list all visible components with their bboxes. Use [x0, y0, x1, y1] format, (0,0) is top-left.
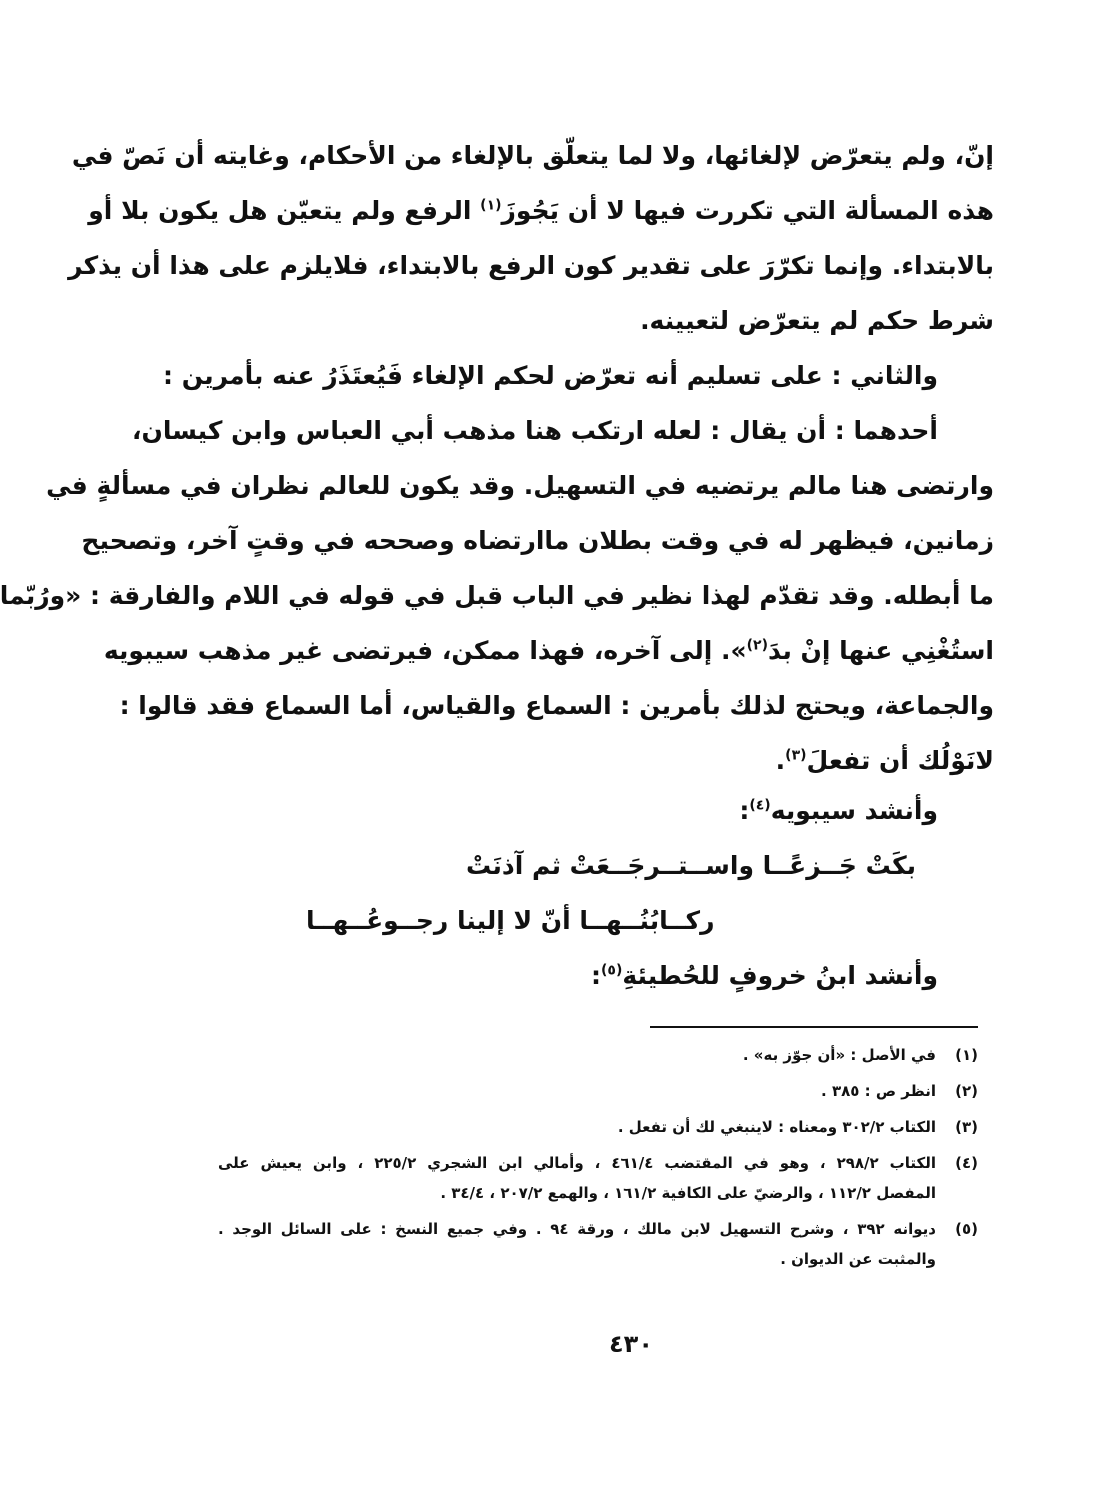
footnote-text	[218, 1040, 936, 1070]
verse-intro-sibawayh	[739, 783, 938, 838]
verse-intro-ibn-kharuf-text: وأنشد ابنُ خروفٍ للحُطيئةِ	[622, 961, 938, 990]
footnote-4	[218, 1148, 978, 1208]
footnote-2	[218, 1076, 978, 1106]
text-line-12	[262, 733, 994, 788]
text-line-7: وارتضى هنا مالم يرتضيه في التسهيل. وقد يكون للعالم نظران في مسألةٍ في	[46, 471, 994, 500]
text-line-2-start: هذه المسألة التي تكررت فيها لا أن يَجُوزَ	[501, 196, 994, 225]
footnote-number: (١)	[955, 1046, 978, 1064]
footnote-line: الكتاب ٣٠٢/٢ ومعناه : لاينبغي لك أن تفعل .	[617, 1118, 936, 1136]
footnote-separator	[650, 1026, 978, 1028]
footnote-ref-4[interactable]: (٤)	[749, 797, 771, 814]
verse-intro-ibn-kharuf-colon: :	[591, 961, 602, 990]
text-line-2	[88, 183, 994, 238]
text-line-12-end: .	[775, 746, 786, 775]
text-line-11: والجماعة، ويحتج لذلك بأمرين : السماع والقياس، أما السماع فقد قالوا :	[119, 691, 994, 720]
footnote-text	[218, 1112, 936, 1142]
footnote-line: المفصل ١١٢/٢ ، والرضيّ على الكافية ١٦١/٢ ، والهمع ٢٠٧/٢ ، ٣٤/٤ .	[440, 1184, 936, 1202]
footnote-number: (٤)	[955, 1154, 978, 1172]
footnote-text	[218, 1076, 936, 1106]
footnote-text	[218, 1214, 936, 1274]
text-line-10-start: استُغْنِي عنها إنْ بدَ	[768, 636, 994, 665]
text-line-6: أحدهما : أن يقال : لعله ارتكب هنا مذهب أبي العباس وابن كيسان،	[132, 416, 938, 445]
text-line-9: ما أبطله. وقد تقدّم لهذا نظير في الباب قبل في قوله في اللام والفارقة : «ورُبّما	[0, 581, 994, 610]
footnote-number: (٥)	[955, 1220, 978, 1238]
text-line-1: إنّ، ولم يتعرّض لإلغائها، ولا لما يتعلّق بالإلغاء من الأحكام، وغايته أن نَصّ في	[71, 141, 994, 170]
text-line-2-end: الرفع ولم يتعيّن هل يكون بلا أو	[88, 196, 472, 225]
text-line-10-end: ». إلى آخره، فهذا ممكن، فيرتضى غير مذهب سيبويه	[103, 636, 747, 665]
verse-intro-sibawayh-colon: :	[739, 796, 750, 825]
footnote-1	[218, 1040, 978, 1070]
text-line-3: بالابتداء. وإنما تكرّرَ على تقدير كون الرفع بالابتداء، فلايلزم على هذا أن يذكر	[68, 251, 994, 280]
footnote-number: (٣)	[955, 1118, 978, 1136]
text-line-10	[103, 623, 994, 678]
verse-intro-sibawayh-text: وأنشد سيبويه	[770, 796, 938, 825]
footnote-line: انظر ص : ٣٨٥ .	[821, 1082, 936, 1100]
footnote-line: والمثبت عن الديوان .	[780, 1250, 936, 1268]
verse-intro-ibn-kharuf	[591, 948, 938, 1003]
footnote-number: (٢)	[955, 1082, 978, 1100]
footnote-ref-2[interactable]: (٢)	[746, 637, 768, 654]
footnote-5	[218, 1214, 978, 1274]
footnote-line: في الأصل : «أن جوّز به» .	[742, 1046, 936, 1064]
verse-first-hemistich: بكَتْ جَــزعًــا واســتــرجَــعَتْ ثم آذنَتْ	[466, 851, 916, 880]
footnote-ref-1[interactable]: (١)	[480, 197, 502, 214]
footnote-line: الكتاب ٢٩٨/٢ ، وهو في المقتضب ٤٦١/٤ ، وأمالي ابن الشجري ٢٢٥/٢ ، وابن يعيش على	[218, 1154, 937, 1172]
text-line-8: زمانين، فيظهر له في وقت بطلان ماارتضاه وصححه في وقتٍ آخر، وتصحيح	[81, 526, 994, 555]
verse-second-hemistich: ركــابُنُــهــا أنّ لا إلينا رجــوعُــهــا	[306, 906, 715, 935]
page-number: ٤٣٠	[609, 1330, 653, 1358]
text-line-4: شرط حكم لم يتعرّض لتعيينه.	[640, 306, 994, 335]
footnote-line: ديوانه ٣٩٢ ، وشرح التسهيل لابن مالك ، ورقة ٩٤ . وفي جميع النسخ : على السائل الوجد .	[218, 1220, 936, 1238]
footnote-ref-5[interactable]: (٥)	[601, 962, 623, 979]
footnotes	[218, 1040, 978, 1280]
text-line-12-start: لانَوْلُك أن تفعلَ	[806, 746, 994, 775]
footnote-ref-3[interactable]: (٣)	[785, 747, 807, 764]
main-text	[0, 128, 994, 788]
text-line-5: والثاني : على تسليم أنه تعرّض لحكم الإلغاء فَيُعتَذَرُ عنه بأمرين :	[163, 361, 938, 390]
footnote-3	[218, 1112, 978, 1142]
footnote-text	[218, 1148, 936, 1208]
